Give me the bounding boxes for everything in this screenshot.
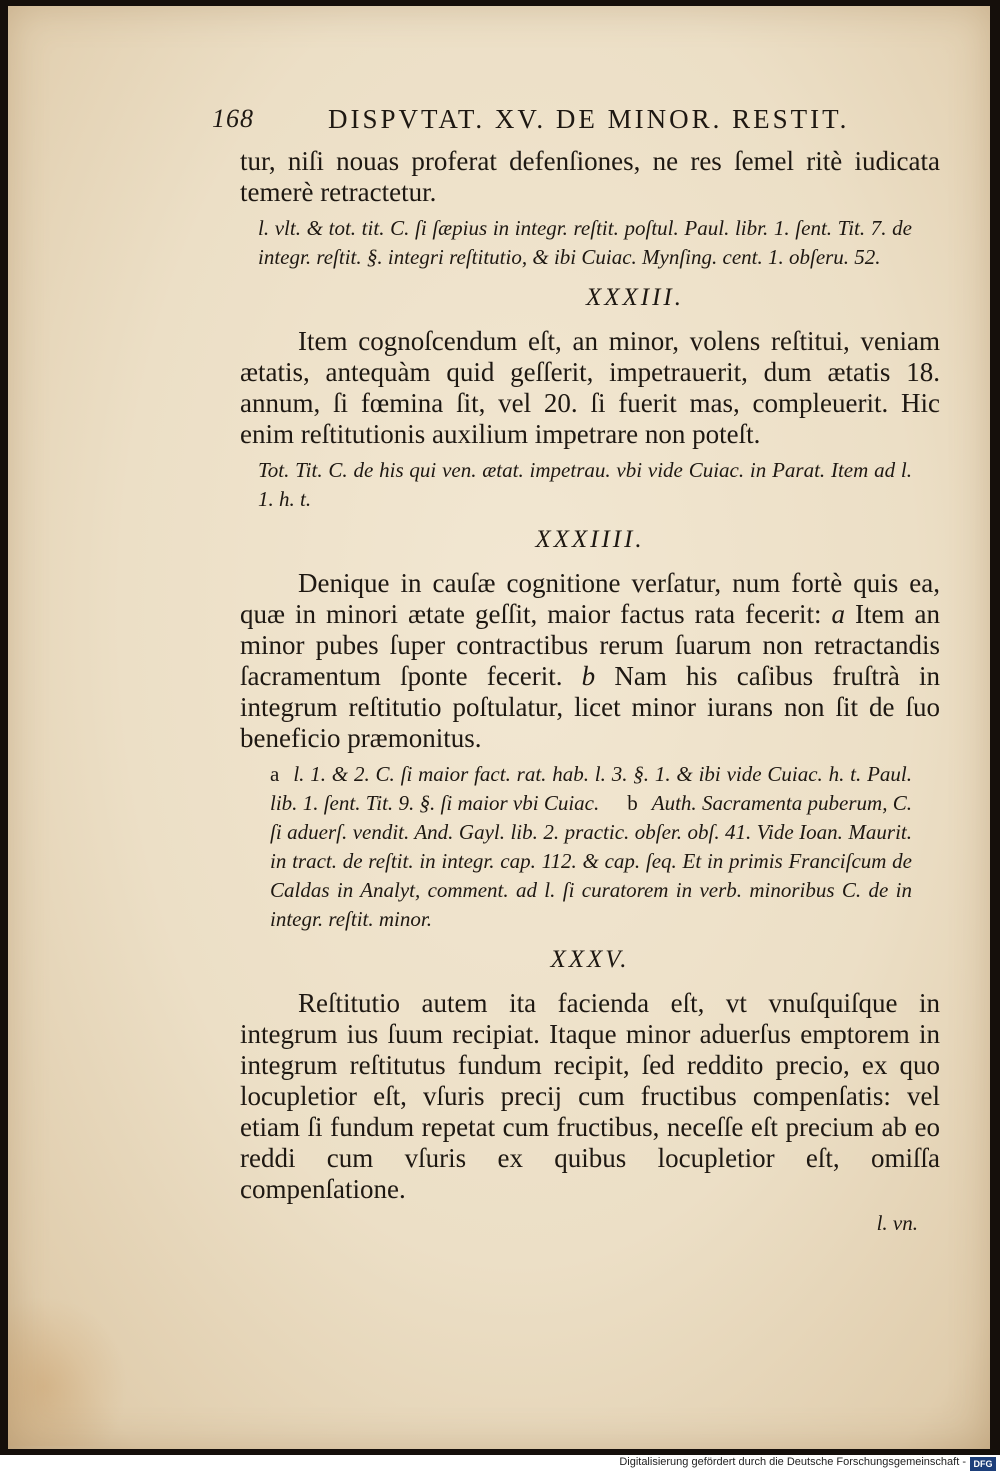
paragraph-33: Item cognoſcendum eſt, an minor, volens reſtitui, veniam ætatis, antequàm quid geſſerit, impetrauerit, dum ætatis 18. annum, ſi fœmina ſit, vel 20. ſi fuerit mas, compleuerit. Hic enim reſtitutionis auxilium impetrare non poteſt. (240, 326, 940, 449)
page-number: 168 (212, 104, 254, 133)
paragraph-35: Reſtitutio autem ita facienda eſt, vt vnuſquiſque in integrum ius ſuum recipiat. Itaque minor aduerſus emptorem in integrum reſtitutus fundum recipit, ſed reddito precio, ex quo locupletior eſt, vſuris precij cum fructibus compenſatis: vel etiam ſi fundum repetat cum fructibus, neceſſe eſt precium ab eo reddi cum vſuris ex quibus locupletior eſt, omiſſa compenſatione. (240, 988, 940, 1204)
note-text: l. 1. & 2. C. ſi maior fact. rat. hab. l. 3. §. 1. & ibi vide Cuiac. h. t. Paul. lib. 1. ſent. Tit. 9. §. ſi maior vbi Cuiac. (270, 762, 912, 815)
footer-bar (0, 1455, 1000, 1474)
running-head (212, 104, 850, 144)
dfg-logo: DFG (970, 1457, 996, 1471)
section-heading-33: XXXIII. (585, 284, 685, 311)
catchword: l. vn. (876, 1211, 918, 1235)
note-marker: b (627, 791, 638, 815)
paragraph-text: Denique in cauſæ cognitione verſatur, num fortè quis ea, quæ in minori ætate geſſit, maior factus rata fecerit: (240, 568, 940, 629)
paragraph-text: Nam his caſibus fruſtrà in integrum reſtitutio poſtulatur, licet minor iurans non ſit de ſuo beneficio præmonitus. (240, 661, 941, 753)
running-title: DISPVTAT. XV. DE MINOR. RESTIT. (328, 104, 850, 134)
footnote-marker: b (581, 661, 596, 691)
section-heading-35: XXXV. (550, 946, 630, 973)
citation-note: Tot. Tit. C. de his qui ven. ætat. impetrau. vbi vide Cuiac. in Parat. Item ad l. 1. h. t. (258, 458, 912, 511)
citation-notes (240, 760, 940, 934)
citation-note: l. vlt. & tot. tit. C. ſi ſæpius in integr. reſtit. poſtul. Paul. libr. 1. ſent. Tit. 7. de integr. reſtit. §. integri reſtitutio, & ibi Cuiac. Mynſing. cent. 1. obſeru. 52. (258, 216, 912, 269)
footnote-marker: a (831, 599, 846, 629)
section-heading-34: XXXIIII. (535, 526, 645, 553)
paragraph-34 (240, 568, 940, 754)
footer-credit: Digitalisierung gefördert durch die Deutsche Forschungsgemeinschaft - (619, 1456, 966, 1468)
paragraph-continuation: tur, niſi nouas proferat defenſiones, ne res ſemel ritè iudicata temerè retractetur. (240, 146, 940, 207)
paragraph-text: Item an minor pubes ſuper contractibus rerum ſuarum non retractandis ſacramentum ſponte fecerit. (240, 599, 941, 691)
text-block (240, 146, 940, 1426)
book-page (8, 6, 990, 1449)
note-text: Auth. Sacramenta puberum, C. ſi aduerſ. vendit. And. Gayl. lib. 2. practic. obſer. obſ. 41. Vide Ioan. Maurit. in tract. de reſtit. in integr. cap. 112. & cap. ſeq. Et in primis Franciſcum de Caldas in Analyt, comment. ad l. ſi curatorem in verb. minoribus C. de in integr. reſtit. minor. (270, 791, 912, 931)
note-marker: a (270, 762, 280, 786)
paper-stain (8, 1296, 128, 1446)
